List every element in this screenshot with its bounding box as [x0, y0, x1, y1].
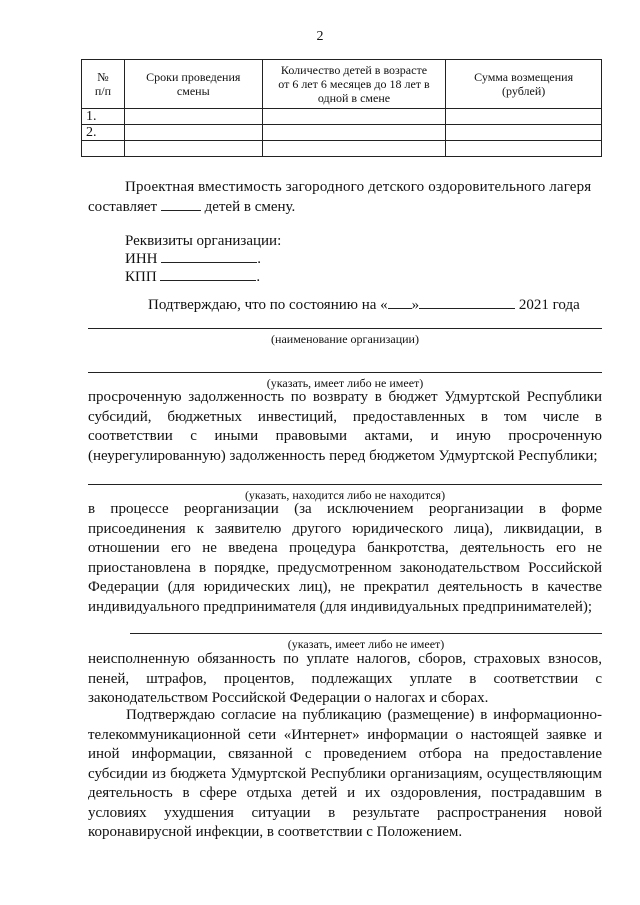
table-row [82, 141, 602, 157]
has-line-2 [130, 633, 602, 634]
inn-line: ИНН . [125, 251, 261, 267]
paragraph-taxes: неисполненную обязанность по уплате налогов, сборов, страховых взносов, пеней, штрафов, процентов, подлежащих уплате в соответствии с законодательством Российской Федерации о налогах и сборах. [88, 651, 602, 706]
caption-has-2: (указать, имеет либо не имеет) [287, 637, 445, 651]
capacity-blank [161, 198, 201, 211]
table-cell [446, 125, 602, 141]
caption-located: (указать, находится либо не находится) [244, 488, 446, 502]
table-cell [124, 109, 262, 125]
capacity-line-1: Проектная вместимость загородного детского оздоровительного лагеря [125, 179, 592, 195]
shifts-table [81, 59, 602, 157]
table-row [82, 125, 602, 141]
table-cell [446, 141, 602, 157]
month-blank [419, 296, 515, 309]
caption-org-name: (наименование организации) [271, 332, 419, 346]
requisites-title: Реквизиты организации: [125, 233, 282, 249]
kpp-line: КПП . [125, 269, 261, 285]
table-cell [82, 141, 125, 157]
day-blank [388, 296, 412, 309]
table-cell [262, 109, 446, 125]
table-cell: 1. [82, 109, 125, 125]
confirm-date-line: Подтверждаю, что по состоянию на « » 2021 года [148, 297, 580, 313]
header-children-count: Количество детей в возрасте от 6 лет 6 месяцев до 18 лет в одной в смене [262, 60, 446, 109]
table-cell [124, 125, 262, 141]
inn-blank [161, 250, 257, 263]
table-cell [262, 125, 446, 141]
paragraph-reorganization: в процессе реорганизации (за исключением реорганизации в форме присоединения к заявителю другого юридического лица), ликвидации, в отношении его не введена процедура банкротства, деятельность его не приостановлена в порядке, предусмотренном законодательством Российской Федерации (для юридических лиц), не прекратил деятельность в качестве индивидуального предпринимателя (для индивидуальных предпринимателей); [88, 501, 602, 615]
paragraph-debt: просроченную задолженность по возврату в бюджет Удмуртской Республики субсидий, бюджетных инвестиций, предоставленных в том числе в соответствии с иными правовыми актами, и иную просроченную (неурегулированную) задолженность перед бюджетом Удмуртской Республики; [88, 389, 602, 464]
confirm-lead: Подтверждаю, что по состоянию на « [148, 297, 388, 313]
table-cell: 2. [82, 125, 125, 141]
caption-has-1: (указать, имеет либо не имеет) [266, 376, 424, 390]
table-cell [262, 141, 446, 157]
table-cell [446, 109, 602, 125]
header-shift-dates: Сроки проведения смены [124, 60, 262, 109]
confirm-year: 2021 года [518, 297, 580, 313]
paragraph-consent: Подтверждаю согласие на публикацию (размещение) в информационно-телекоммуникационной сети «Интернет» информации о настоящей заявке и иной информации, связанной с проведением отбора на предоставление субсидии из бюджета Удмуртской Республики организациям, осуществляющим деятельность в сфере отдыха детей и их оздоровления, пострадавшим в условиях ухудшения ситуации в результате распространения новой коронавирусной инфекции, в соответствии с Положением. [88, 707, 602, 840]
capacity-prefix: составляет [88, 199, 158, 215]
header-compensation-sum: Сумма возмещения (рублей) [446, 60, 602, 109]
table-cell [124, 141, 262, 157]
capacity-suffix: детей в смену. [204, 199, 296, 215]
located-line [88, 484, 602, 485]
table-row [82, 109, 602, 125]
header-number: № п/п [82, 60, 125, 109]
kpp-blank [160, 268, 256, 281]
table-header-row [82, 60, 602, 109]
page-number: 2 [316, 29, 324, 44]
has-line-1 [88, 372, 602, 373]
org-name-line [88, 328, 602, 329]
kpp-label: КПП [125, 269, 157, 285]
inn-label: ИНН [125, 251, 158, 267]
capacity-line-2 [88, 198, 602, 217]
